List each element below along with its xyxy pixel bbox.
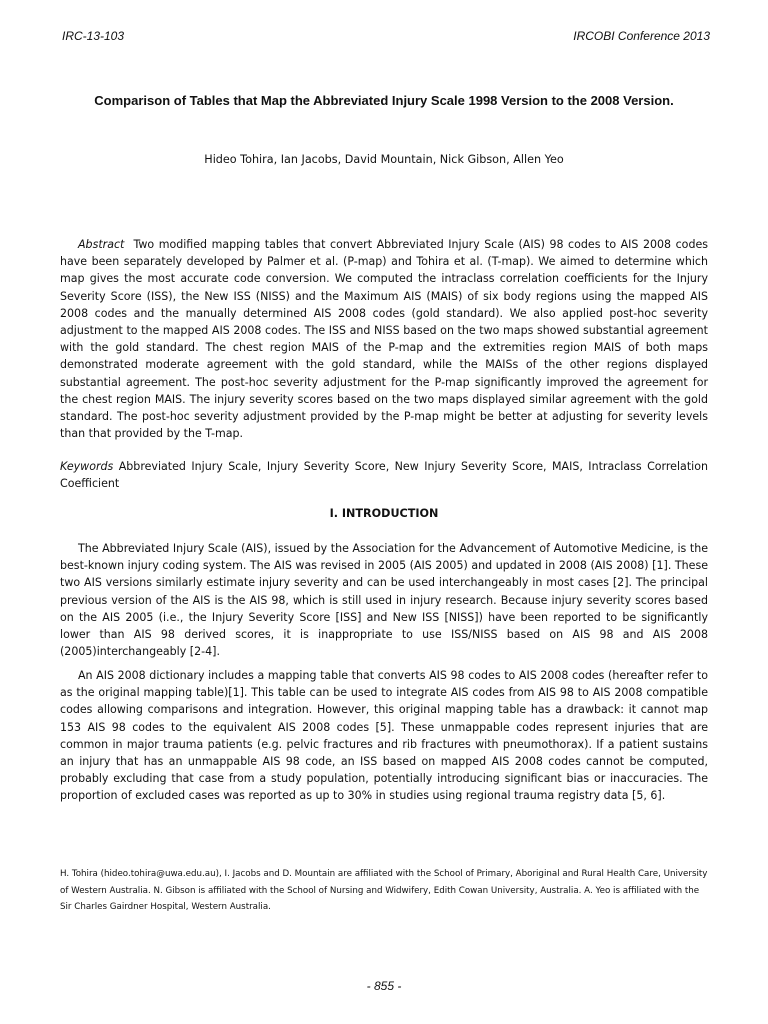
section-heading-introduction: I. INTRODUCTION <box>329 507 439 520</box>
author-affiliation-footnote: H. Tohira (hideo.tohira@uwa.edu.au), I. Jacobs and D. Mountain are affiliated with the School of Primary, Aboriginal and Rural Health Care, University of Western Australia. N. Gibson is affiliated with the School of Nursing and Widwifery, Edith Cowan University, Australia. A. Yeo is affiliated with the Sir Charles Gairdner Hospital, Western Australia. <box>60 869 708 912</box>
introduction-paragraph-2: An AIS 2008 dictionary includes a mapping table that converts AIS 98 codes to AIS 2008 codes (hereafter refer to as the original mapping table)[1]. This table can be used to integrate AIS codes from AIS 98 to AIS 2008 compatible codes allowing comparisons and integration. However, this original mapping table has a drawback: it cannot map 153 AIS 98 codes to the equivalent AIS 2008 codes [5]. These unmappable codes represent injuries that are common in major trauma patients (e.g. pelvic fractures and rib fractures with pneumothorax). If a patient sustains an injury that has an unmappable AIS 98 code, an ISS based on mapped AIS 2008 codes cannot be computed, probably excluding that case from a study population, potentially introducing significant bias or inaccuracies. The proportion of excluded cases was reported as up to 30% in studies using regional trauma registry data [5, 6]. <box>60 669 708 803</box>
introduction-paragraph-1: The Abbreviated Injury Scale (AIS), issued by the Association for the Advancement of Automotive Medicine, is the best-known injury coding system. The AIS was revised in 2005 (AIS 2005) and updated in 2008 (AIS 2008) [1]. These two AIS versions similarly estimate injury severity and can be used interchangeably in most cases [2]. The principal previous version of the AIS is the AIS 98, which is still used in injury research. Because injury severity scores based on the AIS 2005 (i.e., the Injury Severity Score [ISS] and New ISS [NISS]) have been reported to be significantly lower than AIS 98 derived scores, it is inappropriate to use ISS/NISS based on AIS 98 and AIS 2008 (2005)interchangeably [2-4]. <box>60 542 708 659</box>
abstract-text: Two modified mapping tables that convert Abbreviated Injury Scale (AIS) 98 codes to AIS 2008 codes have been separately developed by Palmer et al. (P-map) and Tohira et al. (T-map). We aimed to determine which map gives the most accurate code conversion. We computed the intraclass correlation coefficients for the Injury Severity Score (ISS), the New ISS (NISS) and the Maximum AIS (MAIS) of six body regions using the mapped AIS 2008 codes and the manually determined AIS 2008 codes (gold standard). We also applied post-hoc severity adjustment to the mapped AIS 2008 codes. The ISS and NISS based on the two maps showed substantial agreement with the gold standard. The chest region MAIS of the P-map and the extremities region MAIS of both maps demonstrated moderate agreement with the gold standard, while the MAISs of the other regions displayed substantial agreement. The post-hoc severity adjustment for the P-map significantly improved the agreement for the chest region MAIS. The injury severity scores based on the two maps displayed similar agreement with the gold standard. The post-hoc severity adjustment provided by the P-map might be better at adjusting for severity levels than that provided by the T-map. <box>60 238 709 441</box>
running-header-id: IRC-13-103 <box>62 29 125 43</box>
abstract-paragraph <box>60 236 708 442</box>
running-header-conference: IRCOBI Conference 2013 <box>573 29 710 43</box>
keywords-text: Abbreviated Injury Scale, Injury Severity Score, New Injury Severity Score, MAIS, Intraclass Correlation Coefficient <box>60 460 708 491</box>
paper-title: Comparison of Tables that Map the Abbreviated Injury Scale 1998 Version to the 2008 Version. <box>94 93 674 108</box>
keywords-label: Keywords <box>60 460 114 473</box>
keywords-paragraph <box>60 458 708 492</box>
abstract-label: Abstract <box>78 238 125 251</box>
page-number: - 855 - <box>366 979 402 993</box>
author-list: Hideo Tohira, Ian Jacobs, David Mountain, Nick Gibson, Allen Yeo <box>204 153 564 166</box>
